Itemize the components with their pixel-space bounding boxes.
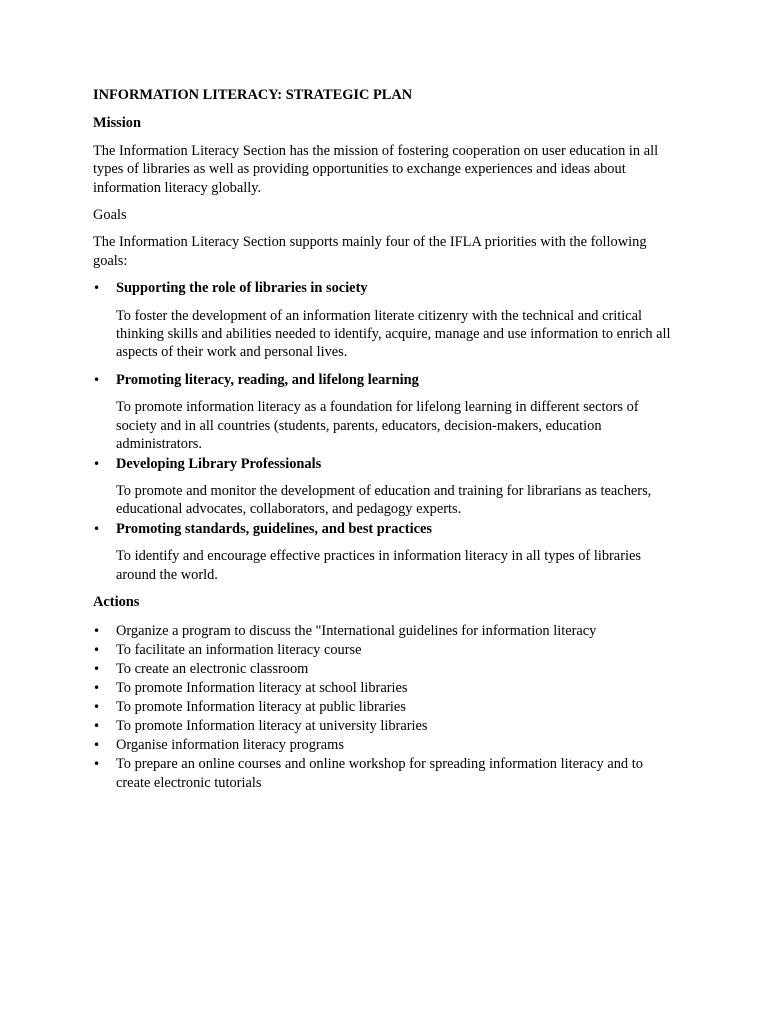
goal-title: Supporting the role of libraries in society	[116, 280, 368, 297]
bullet-icon: •	[93, 700, 101, 715]
goal-item	[93, 455, 673, 519]
goal-description: To promote and monitor the development of education and training for librarians as teachers, educational advocates, collaborators, and pedagogy experts.	[116, 482, 652, 518]
bullet-icon: •	[93, 643, 101, 658]
action-text: Organise information literacy programs	[116, 737, 344, 754]
bullet-icon: •	[93, 662, 101, 677]
action-text: To promote Information literacy at university libraries	[116, 718, 428, 735]
goals-list	[93, 279, 673, 584]
bullet-icon: •	[93, 521, 101, 536]
mission-text: The Information Literacy Section has the mission of fostering cooperation on user education in all types of libraries as well as providing opportunities to exchange experiences and ideas about information literacy globally.	[93, 142, 659, 196]
action-item	[93, 717, 673, 735]
goal-title: Promoting standards, guidelines, and best practices	[116, 520, 432, 537]
bullet-icon: •	[93, 757, 101, 772]
document-title: INFORMATION LITERACY: STRATEGIC PLAN	[93, 87, 413, 103]
goals-heading: Goals	[93, 207, 127, 224]
action-item	[93, 660, 673, 678]
document-page	[93, 86, 673, 793]
bullet-icon: •	[93, 372, 101, 387]
actions-list	[93, 622, 673, 792]
action-text: To promote Information literacy at school libraries	[116, 680, 408, 697]
goal-description: To foster the development of an information literate citizenry with the technical and critical thinking skills and abilities needed to identify, acquire, manage and use information to enrich all aspects of their work and personal lives.	[116, 307, 671, 361]
action-text: To prepare an online courses and online workshop for spreading information literacy and to create electronic tutorials	[116, 756, 643, 791]
goal-item	[93, 371, 673, 454]
goal-description: To identify and encourage effective practices in information literacy in all types of libraries around the world.	[116, 548, 641, 583]
bullet-icon: •	[93, 738, 101, 753]
action-item	[93, 698, 673, 716]
goal-item	[93, 520, 673, 584]
action-item	[93, 736, 673, 754]
action-text: Organize a program to discuss the "International guidelines for information literacy	[116, 623, 597, 640]
bullet-icon: •	[93, 281, 101, 296]
bullet-icon: •	[93, 456, 101, 471]
action-text: To promote Information literacy at public libraries	[116, 699, 406, 716]
goal-item	[93, 279, 673, 362]
goals-intro: The Information Literacy Section supports mainly four of the IFLA priorities with the following goals:	[93, 234, 647, 269]
bullet-icon: •	[93, 719, 101, 734]
actions-heading: Actions	[93, 593, 140, 610]
goal-title: Promoting literacy, reading, and lifelong learning	[116, 371, 419, 388]
action-item	[93, 755, 673, 792]
goal-description: To promote information literacy as a foundation for lifelong learning in different sectors of society and in all countries (students, parents, educators, decision-makers, education administrators.	[116, 399, 639, 453]
action-text: To create an electronic classroom	[116, 661, 309, 678]
mission-heading: Mission	[93, 115, 141, 132]
action-text: To facilitate an information literacy course	[116, 642, 362, 659]
bullet-icon: •	[93, 624, 101, 639]
goal-title: Developing Library Professionals	[116, 455, 322, 472]
action-item	[93, 641, 673, 659]
action-item	[93, 679, 673, 697]
action-item	[93, 622, 673, 640]
bullet-icon: •	[93, 681, 101, 696]
